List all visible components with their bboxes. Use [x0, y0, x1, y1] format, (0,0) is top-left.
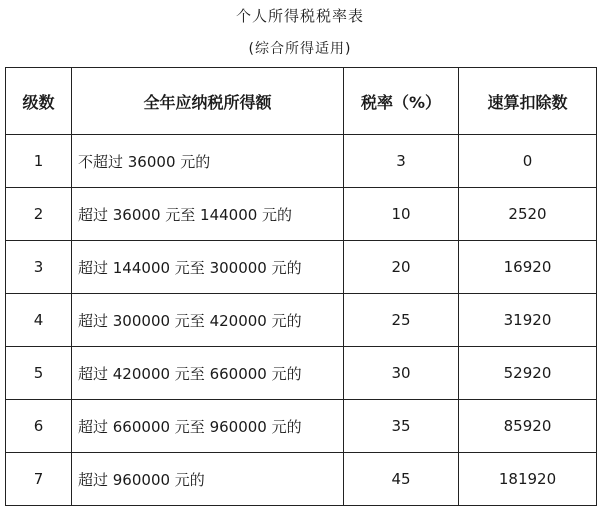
table-row — [6, 294, 597, 347]
cell-rate: 25 — [344, 294, 459, 347]
cell-range: 超过 660000 元至 960000 元的 — [72, 400, 344, 453]
table-row — [6, 135, 597, 188]
cell-deduction: 16920 — [459, 241, 597, 294]
cell-level: 4 — [6, 294, 72, 347]
table-row — [6, 347, 597, 400]
table-header-row — [6, 68, 597, 135]
tax-rate-table — [5, 67, 597, 506]
cell-deduction: 52920 — [459, 347, 597, 400]
header-taxable-income: 全年应纳税所得额 — [72, 68, 344, 135]
cell-level: 3 — [6, 241, 72, 294]
cell-rate: 35 — [344, 400, 459, 453]
table-row — [6, 400, 597, 453]
table-row — [6, 241, 597, 294]
cell-rate: 45 — [344, 453, 459, 506]
cell-level: 5 — [6, 347, 72, 400]
cell-deduction: 2520 — [459, 188, 597, 241]
cell-range: 超过 36000 元至 144000 元的 — [72, 188, 344, 241]
cell-range: 超过 960000 元的 — [72, 453, 344, 506]
cell-rate: 3 — [344, 135, 459, 188]
cell-level: 1 — [6, 135, 72, 188]
header-quick-deduction: 速算扣除数 — [459, 68, 597, 135]
cell-level: 7 — [6, 453, 72, 506]
cell-range: 不超过 36000 元的 — [72, 135, 344, 188]
cell-rate: 20 — [344, 241, 459, 294]
cell-deduction: 0 — [459, 135, 597, 188]
page-subtitle: (综合所得适用) — [248, 41, 352, 57]
cell-range: 超过 420000 元至 660000 元的 — [72, 347, 344, 400]
cell-rate: 30 — [344, 347, 459, 400]
cell-deduction: 85920 — [459, 400, 597, 453]
table-row — [6, 188, 597, 241]
cell-level: 2 — [6, 188, 72, 241]
cell-range: 超过 300000 元至 420000 元的 — [72, 294, 344, 347]
header-level: 级数 — [6, 68, 72, 135]
page-title: 个人所得税税率表 — [235, 7, 364, 25]
cell-deduction: 31920 — [459, 294, 597, 347]
cell-rate: 10 — [344, 188, 459, 241]
cell-range: 超过 144000 元至 300000 元的 — [72, 241, 344, 294]
table-row — [6, 453, 597, 506]
header-tax-rate: 税率（%） — [344, 68, 459, 135]
cell-level: 6 — [6, 400, 72, 453]
cell-deduction: 181920 — [459, 453, 597, 506]
